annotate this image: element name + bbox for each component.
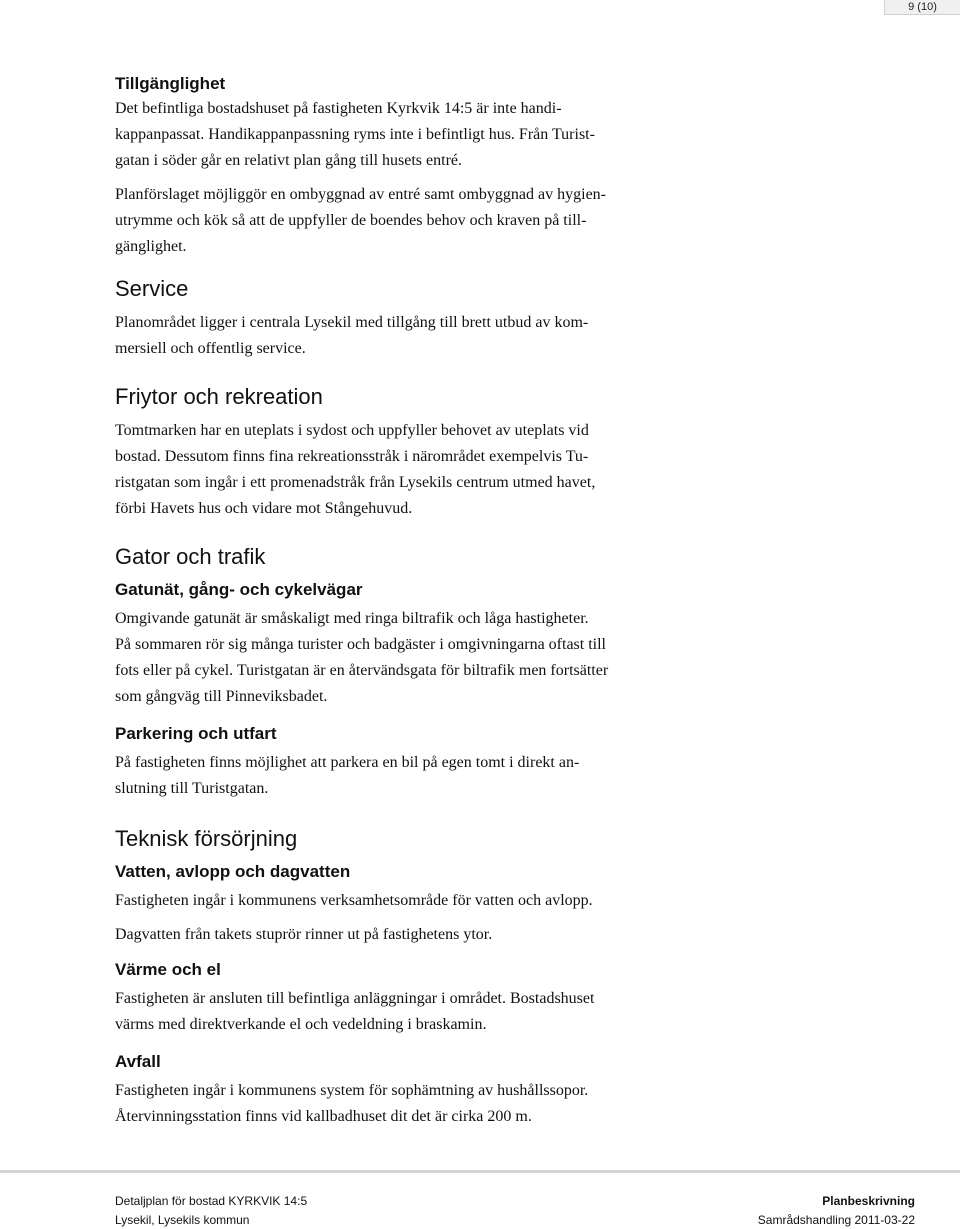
text-line: som gångväg till Pinneviksbadet. (115, 688, 328, 705)
footer-municipality: Lysekil, Lysekils kommun (115, 1213, 250, 1227)
paragraph (115, 1078, 645, 1130)
heading-friytor: Friytor och rekreation (115, 384, 323, 409)
text-line: gatan i söder går en relativt plan gång till husets entré. (115, 152, 462, 169)
heading-vatten: Vatten, avlopp och dagvatten (115, 862, 351, 881)
paragraph (115, 986, 645, 1038)
footer-plan-title: Detaljplan för bostad KYRKVIK 14:5 (115, 1194, 308, 1208)
paragraph: Dagvatten från takets stuprör rinner ut på fastighetens ytor. (115, 926, 493, 943)
text-line: Återvinningsstation finns vid kallbadhuset dit det är cirka 200 m. (115, 1108, 532, 1125)
paragraph (115, 310, 645, 362)
text-line: gänglighet. (115, 238, 187, 255)
text-line: förbi Havets hus och vidare mot Stångehuvud. (115, 500, 413, 517)
text-line: Fastigheten ingår i kommunens system för sophämtning av hushållssopor. (115, 1082, 589, 1099)
paragraph (115, 96, 645, 174)
text-line: På fastigheten finns möjlighet att parkera en bil på egen tomt i direkt an- (115, 754, 580, 771)
heading-gator: Gator och trafik (115, 544, 266, 569)
paragraph (115, 606, 645, 710)
heading-service: Service (115, 276, 189, 301)
text-line: Omgivande gatunät är småskaligt med ringa biltrafik och låga hastigheter. (115, 610, 589, 627)
heading-teknisk: Teknisk försörjning (115, 826, 298, 851)
heading-avfall: Avfall (115, 1052, 161, 1071)
text-line: fots eller på cykel. Turistgatan är en återvändsgata för biltrafik men fortsätter (115, 662, 609, 679)
text-line: På sommaren rör sig många turister och badgäster i omgivningarna oftast till (115, 636, 606, 653)
text-line: Planområdet ligger i centrala Lysekil med tillgång till brett utbud av kom- (115, 314, 589, 331)
heading-gatunat: Gatunät, gång- och cykelvägar (115, 580, 363, 599)
paragraph (115, 418, 645, 522)
heading-tillganglighet: Tillgänglighet (115, 74, 226, 93)
text-line: bostad. Dessutom finns fina rekreationsstråk i närområdet exempelvis Tu- (115, 448, 589, 465)
text-line: Planförslaget möjliggör en ombyggnad av entré samt ombyggnad av hygien- (115, 186, 606, 203)
text-line: Det befintliga bostadshuset på fastigheten Kyrkvik 14:5 är inte handi- (115, 100, 562, 117)
footer-divider (0, 1170, 960, 1173)
heading-varme: Värme och el (115, 960, 221, 979)
footer-doc-type: Planbeskrivning (822, 1194, 915, 1208)
text-line: kappanpassat. Handikappanpassning ryms inte i befintligt hus. Från Turist- (115, 126, 595, 143)
text-line: slutning till Turistgatan. (115, 780, 269, 797)
text-line: mersiell och offentlig service. (115, 340, 306, 357)
document-body (115, 72, 645, 1130)
page-number: 9 (10) (884, 0, 960, 15)
text-line: ristgatan som ingår i ett promenadstråk från Lysekils centrum utmed havet, (115, 474, 596, 491)
text-line: värms med direktverkande el och vedeldning i braskamin. (115, 1016, 487, 1033)
footer-doc-date: Samrådshandling 2011-03-22 (757, 1213, 915, 1227)
heading-parkering: Parkering och utfart (115, 724, 277, 743)
text-line: utrymme och kök så att de uppfyller de boendes behov och kraven på till- (115, 212, 587, 229)
paragraph (115, 182, 645, 260)
paragraph: Fastigheten ingår i kommunens verksamhetsområde för vatten och avlopp. (115, 892, 593, 909)
paragraph (115, 750, 645, 802)
text-line: Fastigheten är ansluten till befintliga anläggningar i området. Bostadshuset (115, 990, 595, 1007)
text-line: Tomtmarken har en uteplats i sydost och uppfyller behovet av uteplats vid (115, 422, 589, 439)
